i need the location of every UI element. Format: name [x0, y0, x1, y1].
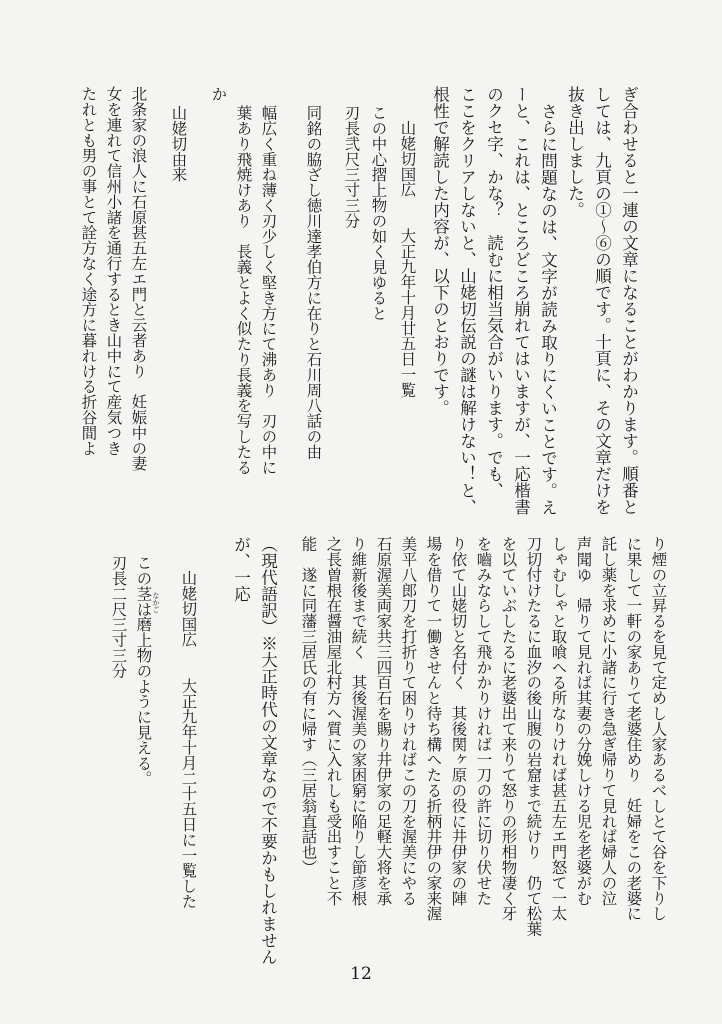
document-line: 石原渥美両家共三四百石を賜り井伊家の足軽大将を承	[374, 536, 393, 906]
explanation-line-7: ここをクリアしないと、山姥切伝説の謎は解けない！と、	[457, 86, 477, 515]
document-line: 同銘の脇ざし徳川達孝伯方に在りと石川周八話の由	[304, 105, 323, 460]
document-line: 刃長弐尺三寸三分	[342, 105, 361, 229]
document-line: 幅広く重ね薄く刃少しく堅き方にて沸あり 刃の中に	[259, 105, 278, 475]
document-line: り依て山姥切と名付く 其後関ヶ原の役に井伊家の陣	[449, 536, 468, 906]
modern-translation-heading: （現代語訳）※大正時代の文章なので不要かもしれません	[258, 536, 278, 965]
document-line: たれとも男の事とて詮方なく途方に暮れける折谷間よ	[79, 86, 98, 456]
document-line: か	[209, 86, 228, 102]
document-line: を嚙みならして飛かかりければ一刀の許に切り伏せた	[474, 536, 493, 906]
document-line: を以ていぶしたるに老婆出て来りて怒りの形相物凄く牙	[499, 536, 518, 921]
document-line: 場を借りて一働きせんと待ち構へたる折柄井伊の家来渥	[424, 536, 443, 921]
modern-translation-line: が、一応	[231, 536, 251, 602]
document-line: 託し薬を求めに小諸に行き急ぎ帰りて見れば婦人の泣	[599, 536, 618, 906]
ruby-nakago: なかご	[152, 592, 160, 613]
explanation-line-2: しては、九頁の①～⑥の順です。十頁に、その文章だけを	[592, 86, 612, 515]
document-line: 葉あり飛焼けあり 長義とよく似たり長義を写したる	[234, 105, 253, 475]
document-line: 刀切付けたるに血汐の後山腹の岩窟まで続けり 仍て松葉	[524, 536, 543, 937]
explanation-line-5: ーと、これは、ところどころ崩れてはいますが、一応楷書	[511, 86, 531, 515]
modern-translation-line: 刃長二尺三寸三分	[109, 555, 128, 679]
explanation-line-3: 抜き出しました。	[565, 86, 585, 218]
modern-translation-line: 山姥切国広 大正九年十月二十五日に一覧した	[179, 570, 198, 909]
document-line: 女を連れて信州小諸を通行するとき山中にて産気つき	[104, 86, 123, 456]
document-line: り維新後まで続く 其後渥美の家困窮に陥りし節彦根	[349, 536, 368, 906]
document-line: しゃむしゃと取喰へる所なりければ甚五左エ門怒て一太	[549, 536, 568, 921]
modern-translation-line: この茎は磨上物のように見える。	[134, 555, 153, 786]
document-line: 北条家の浪人に石原甚五左エ門と云者あり 妊娠中の妻	[129, 86, 148, 471]
document-line: 能 遂に同藩三居氏の有に帰す（三居翁直話也）	[299, 536, 318, 875]
document-line: り煙の立昇るを見て定めし人家あるべしとて谷を下りし	[649, 536, 668, 921]
document-line: 之長曽根在醤油屋北村方へ質に入れしも受出すこと不	[324, 536, 343, 906]
explanation-line-1: ぎ合わせると一連の文章になることがわかります。順番と	[619, 86, 639, 515]
explanation-line-8: 根性で解読した内容が、以下のとおりです。	[430, 86, 450, 416]
explanation-line-4: さらに問題なのは、文字が読み取りにくいことです。え	[538, 103, 558, 516]
document-line: 美平八郎刀を打折りて困りければこの刀を渥美にやる	[399, 536, 418, 906]
document-line: に果して一軒の家ありて老婆住めり 妊婦をこの老婆に	[624, 536, 643, 921]
page-number: 12	[350, 964, 372, 984]
document-line: 声聞ゆ 帰りて見れば其妻の分娩しける児を老婆がむ	[574, 536, 593, 906]
document-title-line: 山姥切国広 大正九年十月廿五日一覧	[398, 120, 417, 398]
explanation-line-6: のクセ字、かな？ 読むに相当気合がいります。でも、	[484, 86, 504, 499]
document-line: この中心摺上物の如く見ゆると	[369, 105, 388, 321]
document-heading: 山姥切由来	[169, 105, 188, 182]
